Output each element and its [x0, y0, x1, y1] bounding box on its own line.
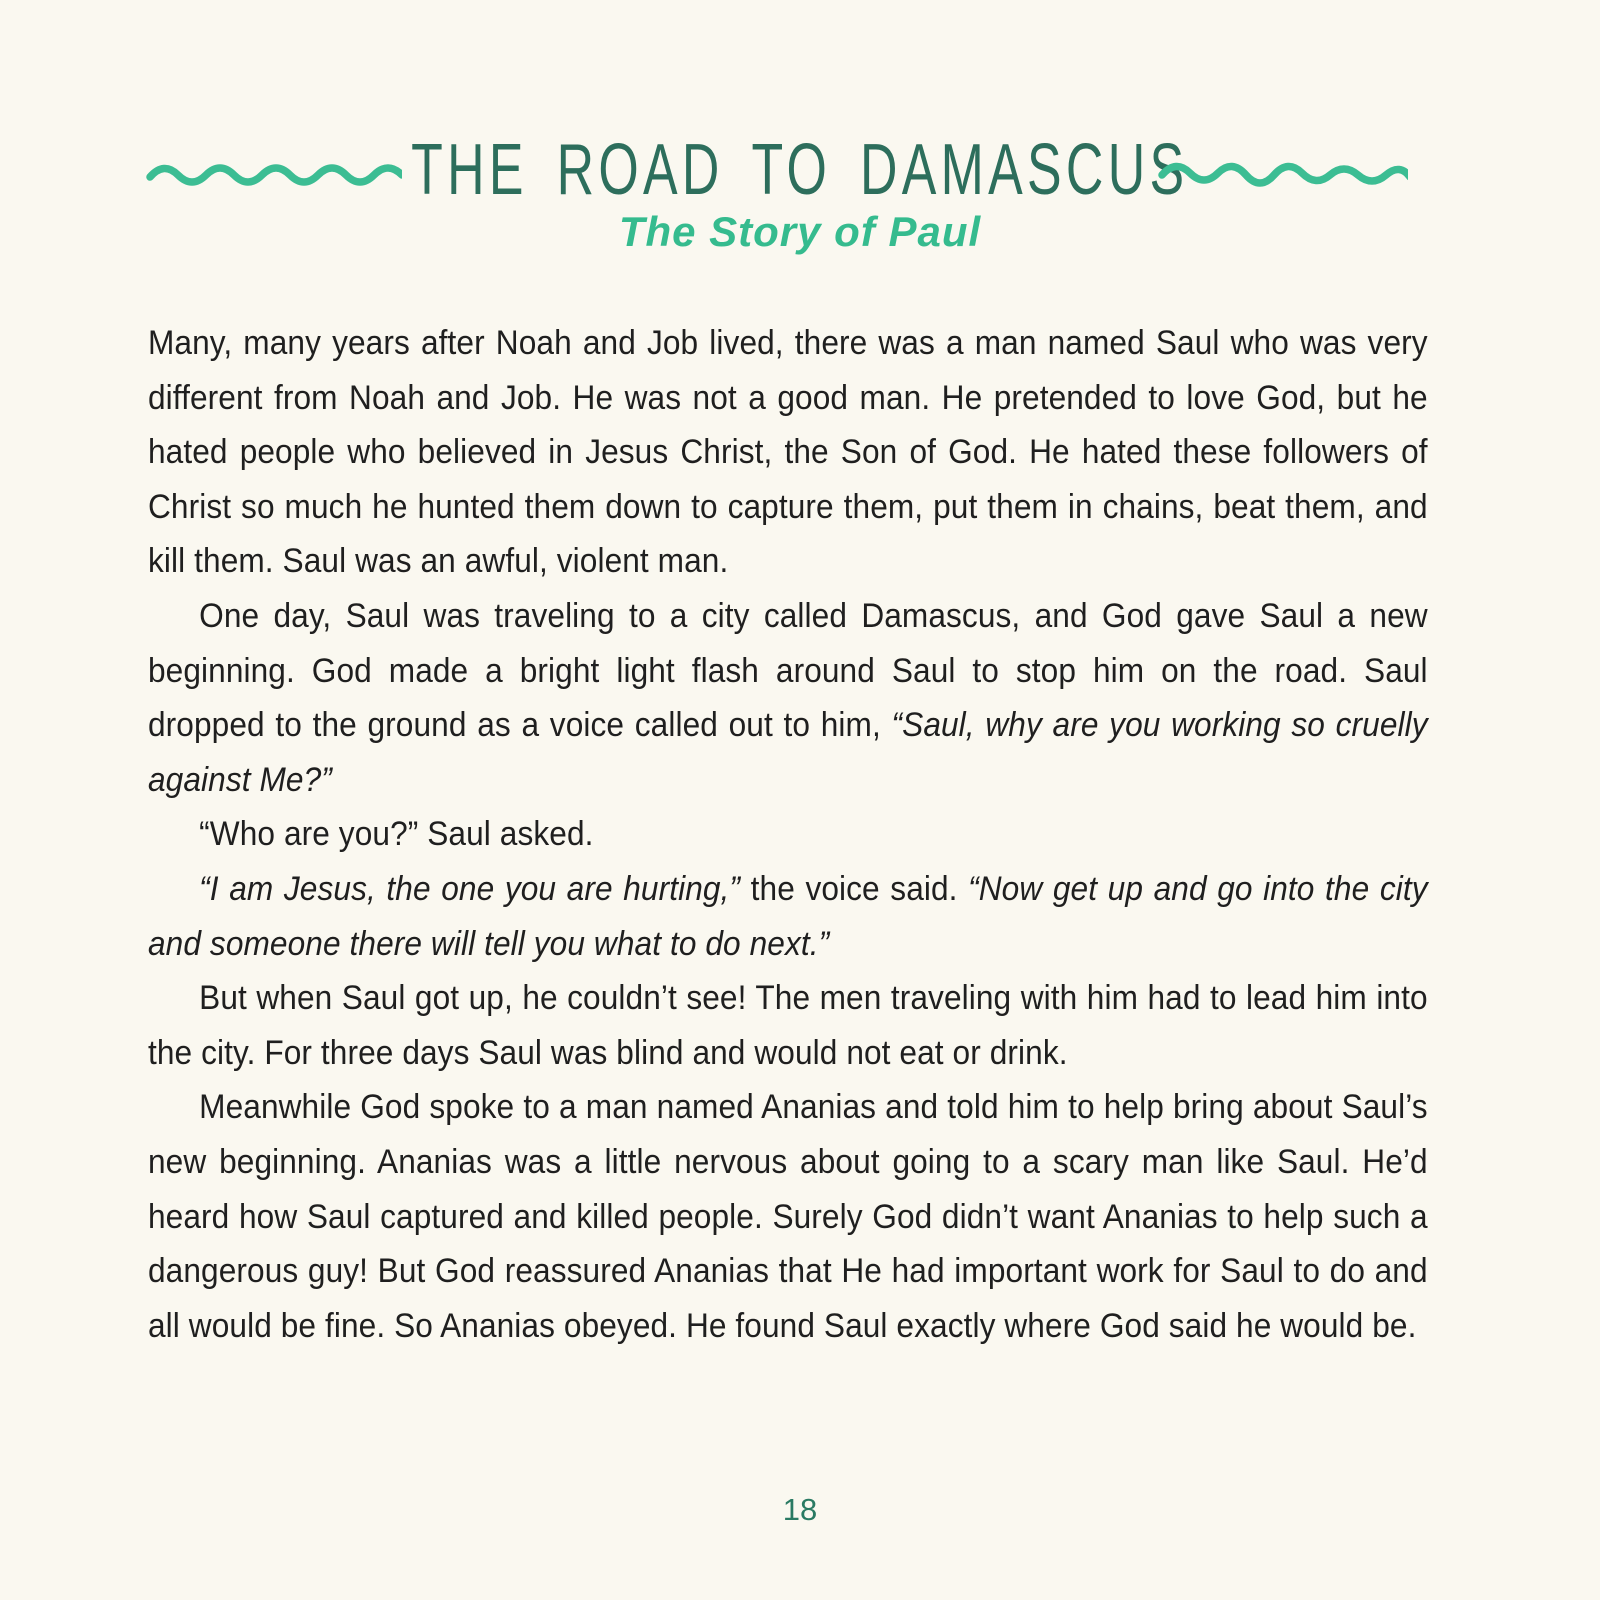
chapter-subtitle: The Story of Paul: [618, 208, 982, 255]
page-number: 18: [782, 1492, 818, 1527]
narration: But when Saul got up, he couldn’t see! The men traveling with him had to lead him into the city. For three days Saul was blind and would not eat or drink.: [148, 979, 1428, 1072]
story-paragraph: [148, 971, 1428, 1080]
narration: the voice said.: [740, 869, 969, 908]
story-paragraph: [148, 1080, 1428, 1353]
narration: Meanwhile God spoke to a man named Ananias and told him to help bring about Saul’s new beginning. Ananias was a little nervous about going to a scary man like Saul. He’d heard how Saul captured and killed people. Surely God didn’t want Ananias to help such a dangerous guy! But God reassured Ananias that He had important work for Saul to do and all would be fine. So Ananias obeyed. He found Saul exactly where God said he would be.: [148, 1088, 1428, 1345]
quoted-speech: “Now get up and go into the city and someone there will tell you what to do next.”: [148, 869, 1428, 963]
story-paragraph: [148, 862, 1428, 971]
chapter-title: THE ROAD TO DAMASCUS: [411, 130, 1189, 210]
narration: Many, many years after Noah and Job lived, there was a man named Saul who was very different from Noah and Job. He was not a good man. He pretended to love God, but he hated people who believed in Jesus Christ, the Son of God. He hated these followers of Christ so much he hunted them down to capture them, put them in chains, beat them, and kill them. Saul was an awful, violent man.: [148, 324, 1428, 581]
quoted-speech: “Saul, why are you working so cruelly against Me?”: [148, 706, 1428, 799]
quoted-speech: “I am Jesus, the one you are hurting,”: [199, 869, 741, 908]
story-paragraph: [148, 807, 1428, 862]
narration: “Who are you?” Saul asked.: [199, 815, 594, 854]
story-paragraph: [148, 589, 1428, 807]
squiggle-divider-right-icon: [1158, 155, 1408, 191]
story-paragraph: [148, 316, 1428, 589]
story-text: [148, 316, 1428, 1353]
narration: One day, Saul was traveling to a city called Damascus, and God gave Saul a new beginning. God made a bright light flash around Saul to stop him on the road. Saul dropped to the ground as a voice called out to him,: [148, 596, 1428, 745]
